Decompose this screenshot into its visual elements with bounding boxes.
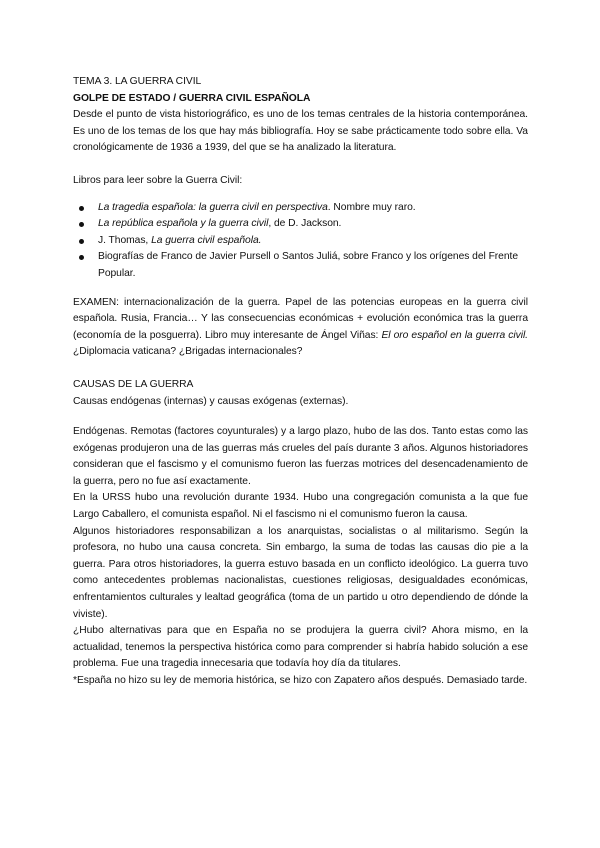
intro-paragraph: Desde el punto de vista historiográfico, es uno de los temas centrales de la historia contemporánea. Es uno de los temas de los que hay más bibliografía. Hoy se sabe prácticamente todo sobre ella. Va cronológicamente de 1936 a 1939, del que se ha analizado la literatura.	[73, 109, 528, 154]
causas-subheading: Causas endógenas (internas) y causas exógenas (externas).	[73, 395, 349, 407]
document-subtitle: GOLPE DE ESTADO / GUERRA CIVIL ESPAÑOLA	[73, 92, 311, 104]
list-item: La tragedia española: la guerra civil en perspectiva. Nombre muy raro.	[73, 200, 528, 217]
list-item: J. Thomas, La guerra civil española.	[73, 233, 528, 250]
books-heading: Libros para leer sobre la Guerra Civil:	[73, 174, 243, 186]
books-list	[73, 200, 528, 283]
list-item: Biografías de Franco de Javier Pursell o Santos Juliá, sobre Franco y los orígenes del Frente Popular.	[73, 249, 528, 282]
paragraph-endogenas: Endógenas. Remotas (factores coyunturales) y a largo plazo, hubo de las dos. Tanto estas como las exógenas produjeron una de las guerras más crueles del país durante 3 años. Algunos historiadores consideran que el fascismo y el comunismo fueron las fuerzas motrices del desencadenamiento de la guerra, pero no fue así exactamente.	[73, 426, 528, 487]
document-title: TEMA 3. LA GUERRA CIVIL	[73, 76, 202, 87]
paragraph-historiadores: Algunos historiadores responsabilizan a los anarquistas, socialistas o al militarismo. Según la profesora, no hubo una causa concreta. Sin embargo, la suma de todas las causas dio pie a la guerra. Para otros historiadores, la guerra estuvo basada en un conflicto ideológico. La guerra tuvo como antecedentes problemas nacionalistas, cuestiones religiosas, desigualdades económicas, enfrentamientos culturales y lealtad geográfica (toma de un partido u otro dependiendo de dónde la viviste).	[73, 525, 528, 620]
paragraph-alternativas: ¿Hubo alternativas para que en España no se produjera la guerra civil? Ahora mismo, en la actualidad, tenemos la perspectiva histórica como para comprender si habría habido solución a ese problema. Fue una tragedia innecesaria que todavía hoy día da titulares.	[73, 625, 528, 670]
document-body	[73, 74, 528, 690]
list-item: La república española y la guerra civil, de D. Jackson.	[73, 216, 528, 233]
examen-paragraph: EXAMEN: internacionalización de la guerra. Papel de las potencias europeas en la guerra civil española. Rusia, Francia… Y las consecuencias económicas + evolución económica tras la guerra (economía de la posguerra). Libro muy interesante de Ángel Viñas: El oro español en la guerra civil. ¿Diplomacia vaticana? ¿Brigadas internacionales?	[73, 296, 528, 358]
causas-heading: CAUSAS DE LA GUERRA	[73, 378, 194, 390]
paragraph-urss: En la URSS hubo una revolución durante 1934. Hubo una congregación comunista a la que fue Largo Caballero, el comunista español. Ni el fascismo ni el comunismo fueron la causa.	[73, 492, 528, 521]
paragraph-memoria: *España no hizo su ley de memoria histórica, se hizo con Zapatero años después. Demasiado tarde.	[73, 675, 528, 686]
